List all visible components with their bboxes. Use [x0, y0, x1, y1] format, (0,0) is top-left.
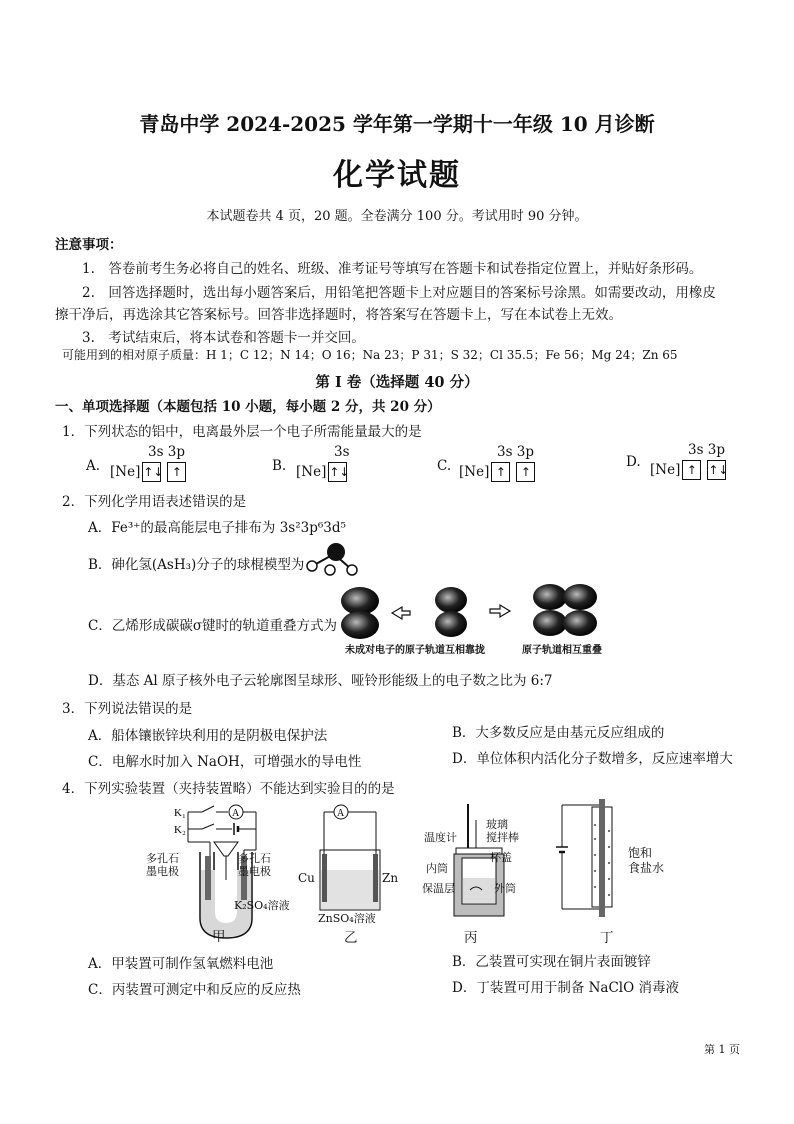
- bing-thermometer: 温度计: [424, 831, 457, 844]
- svg-text:K₁: K₁: [174, 807, 186, 819]
- subject-title: 化学试题: [333, 158, 461, 193]
- q2-option-b: B．砷化氢(AsH₃)分子的球棍模型为: [88, 557, 305, 573]
- part1-title: 第 I 卷（选择题 40 分）: [315, 374, 479, 391]
- caption-ding: 丁: [600, 930, 614, 946]
- q1-option-a: 3s 3p A. [Ne] ↑↓ ↑: [86, 444, 186, 480]
- note-item-3: 3. 考试结束后，将本试卷和答题卡一并交回。: [82, 330, 365, 346]
- q4-option-a: A．甲装置可制作氢氧燃料电池: [88, 956, 274, 972]
- note-item-1: 1. 答卷前考生务必将自己的姓名、班级、准考证号等填写在答题卡和试卷指定位置上，并贴好条形码。: [82, 261, 703, 277]
- q1-option-b: 3s B. [Ne] ↑↓: [272, 444, 350, 480]
- q1-option-d: 3s 3p D. [Ne] ↑ ↑↓: [626, 442, 729, 478]
- note-item-2-cont: 擦干净后，再选涂其它答案标号。回答非选择题时，将答案写在答题卡上，写在本试卷上无效。: [55, 307, 622, 323]
- ding-solution-label: 饱和 食盐水: [628, 846, 665, 875]
- q3-stem: 3．下列说法错误的是: [62, 701, 193, 717]
- caption-jia: 甲: [212, 929, 226, 945]
- bing-outer: 外筒: [494, 882, 516, 895]
- yi-zn-label: Zn: [382, 871, 399, 885]
- orbital-caption-overlap: 原子轨道相互重叠: [522, 645, 602, 656]
- q3-option-a: A．船体镶嵌锌块利用的是阴极电保护法: [88, 728, 328, 744]
- bing-insulation: 保温层: [422, 882, 455, 895]
- atomic-masses: 可能用到的相对原子质量：H 1；C 12；N 14；O 16；Na 23；P 31；S 32；Cl 35.5；Fe 56；Mg 24；Zn 65: [62, 348, 678, 362]
- jia-solution: K₂SO₄溶液: [234, 899, 290, 912]
- q3-option-b: B．大多数反应是由基元反应组成的: [452, 725, 665, 741]
- exam-title: 青岛中学 2024-2025 学年第一学期十一年级 10 月诊断: [139, 112, 655, 136]
- q2-option-a: A．Fe³⁺的最高能层电子排布为 3s²3p⁶3d⁵: [88, 520, 346, 536]
- jia-left-label: 多孔石 墨电极: [146, 852, 179, 878]
- note-item-2: 2. 回答选择题时，选出每小题答案后，用铅笔把答题卡上对应题目的答案标号涂黑。如需要改动，用橡皮: [82, 285, 716, 301]
- caption-yi: 乙: [344, 930, 358, 946]
- caption-bing: 丙: [464, 930, 478, 946]
- q3-option-c: C．电解水时加入 NaOH，可增强水的导电性: [88, 754, 362, 770]
- section-title: 一、单项选择题（本题包括 10 小题，每小题 2 分，共 20 分）: [55, 399, 441, 415]
- q4-option-d: D．丁装置可用于制备 NaClO 消毒液: [452, 980, 679, 996]
- q2-option-c: C．乙烯形成碳碳σ键时的轨道重叠方式为: [88, 618, 338, 634]
- q3-option-d: D．单位体积内活化分子数增多，反应速率增大: [452, 751, 733, 767]
- page-number: 第 1 页: [704, 1043, 740, 1056]
- q4-stem: 4．下列实验装置（夹持装置略）不能达到实验目的的是: [62, 781, 395, 797]
- svg-text:A: A: [337, 808, 345, 819]
- q1-stem: 1．下列状态的铝中，电离最外层一个电子所需能量最大的是: [62, 424, 422, 440]
- q4-option-b: B．乙装置可实现在铜片表面镀锌: [452, 954, 651, 970]
- yi-solution: ZnSO₄溶液: [318, 912, 376, 925]
- exam-meta: 本试题卷共 4 页，20 题。全卷满分 100 分。考试用时 90 分钟。: [206, 209, 588, 224]
- notes-heading: 注意事项：: [55, 237, 123, 253]
- apparatus-yi: [298, 800, 408, 925]
- q4-option-c: C．丙装置可测定中和反应的反应热: [88, 982, 301, 998]
- orbital-caption-approach: 未成对电子的原子轨道互相靠拢: [345, 645, 485, 656]
- svg-text:A: A: [232, 808, 240, 819]
- bing-stirrer: 玻璃 搅拌棒: [486, 818, 519, 844]
- ash3-ball-stick-model: [300, 540, 360, 580]
- q2-option-d: D．基态 Al 原子核外电子云轮廓图呈球形、哑铃形能级上的电子数之比为 6:7: [88, 673, 553, 689]
- yi-cu-label: Cu: [298, 871, 315, 885]
- jia-right-label: 多孔石 墨电极: [238, 852, 271, 878]
- bing-lid: 杯盖: [490, 851, 512, 864]
- q2-stem: 2．下列化学用语表述错误的是: [62, 494, 247, 510]
- q1-option-c: 3s 3p C. [Ne] ↑ ↑: [437, 444, 535, 480]
- svg-text:K₂: K₂: [174, 824, 186, 836]
- bing-inner: 内筒: [426, 862, 448, 875]
